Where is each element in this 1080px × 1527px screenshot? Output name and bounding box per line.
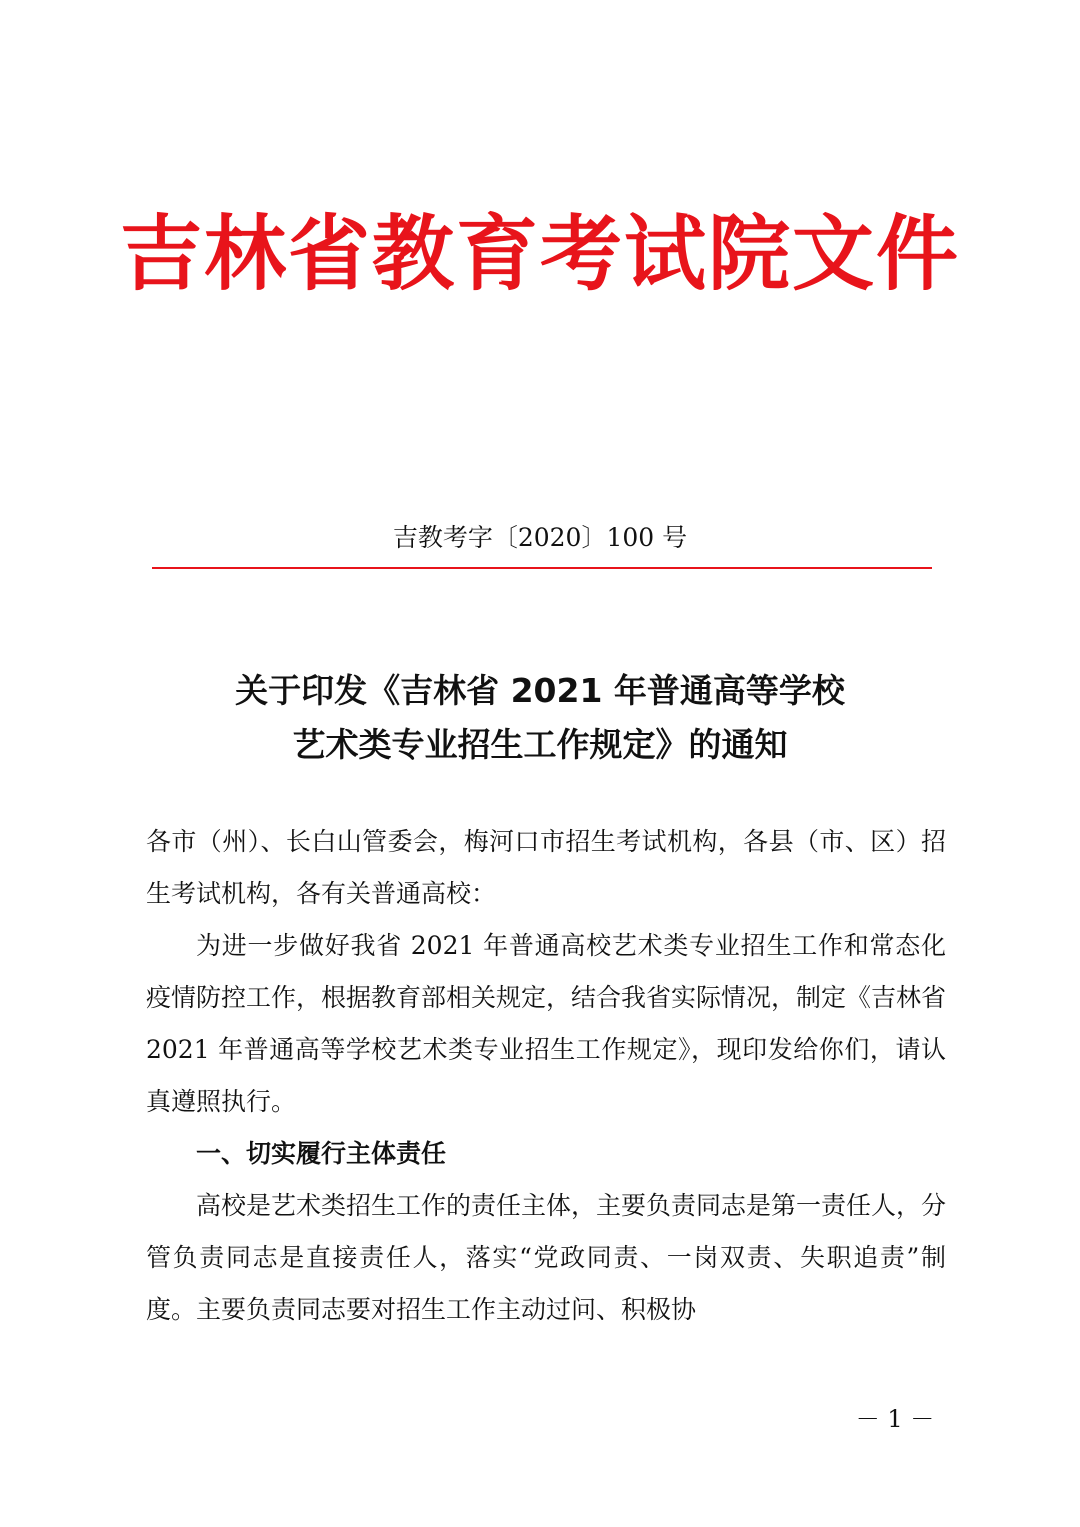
notice-title-line-2: 艺术类专业招生工作规定》的通知 (292, 725, 788, 764)
notice-title (0, 664, 1080, 772)
red-divider-rule (152, 567, 932, 569)
body-paragraph-1: 为进一步做好我省 2021 年普通高校艺术类专业招生工作和常态化疫情防控工作，根据教育部相关规定，结合我省实际情况，制定《吉林省 2021 年普通高等学校艺术类专业招生工作规定》，现印发给你们，请认真遵照执行。 (146, 931, 947, 1116)
document-number: 吉教考字〔2020〕100 号 (392, 523, 688, 552)
masthead-title: 吉林省教育考试院文件 (119, 207, 960, 302)
notice-title-line-1: 关于印发《吉林省 2021 年普通高等学校 (235, 671, 845, 710)
salutation: 各市（州）、长白山管委会，梅河口市招生考试机构，各县（市、区）招生考试机构，各有关普通高校： (146, 827, 946, 908)
body-paragraph-2: 高校是艺术类招生工作的责任主体，主要负责同志是第一责任人，分管负责同志是直接责任人，落实“党政同责、一岗双责、失职追责”制度。主要负责同志要对招生工作主动过问、积极协 (146, 1191, 947, 1324)
page-number: － 1 － (855, 1405, 935, 1433)
document-body (146, 816, 946, 1336)
section-heading-1: 一、切实履行主体责任 (196, 1139, 447, 1168)
